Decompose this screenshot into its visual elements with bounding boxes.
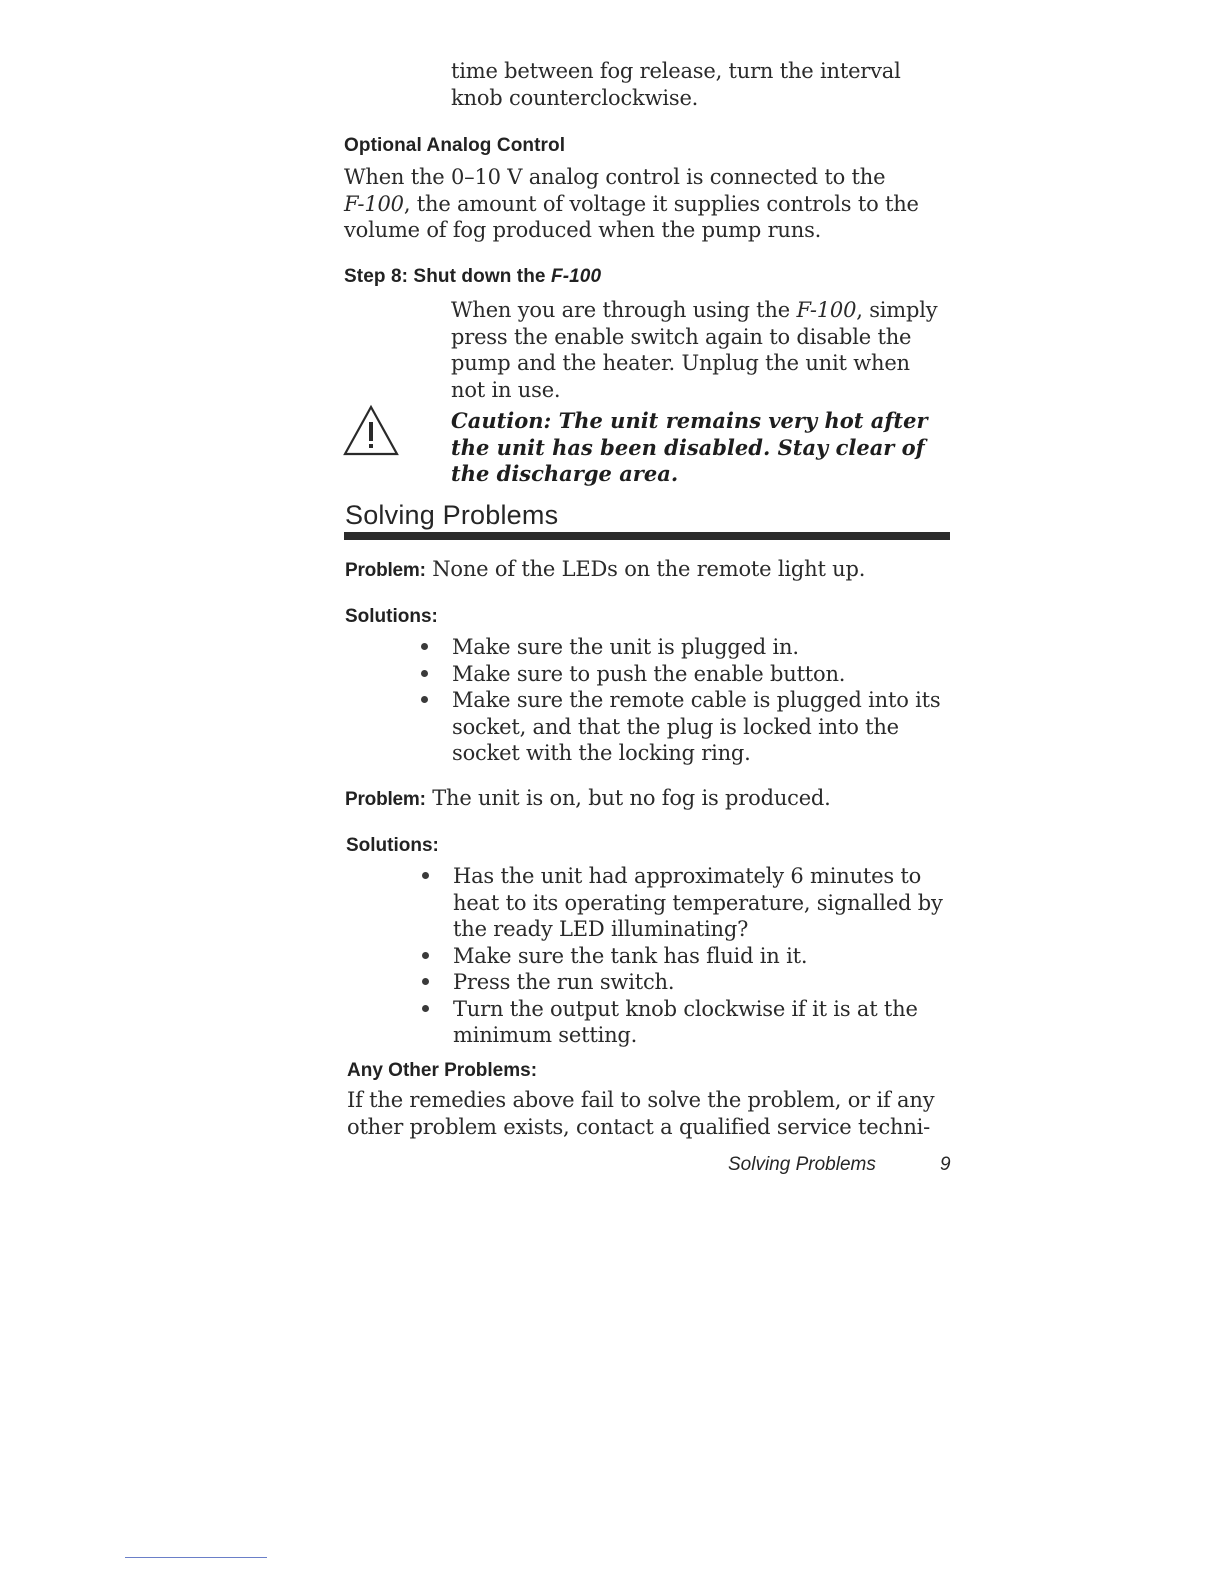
bullet-icon	[421, 643, 428, 650]
other-line-2: other problem exists, contact a qualified service techni-	[347, 1114, 931, 1139]
other-problems-heading: Any Other Problems:	[347, 1060, 538, 1081]
bullet-icon	[422, 952, 429, 959]
problem-text: The unit is on, but no fog is produced.	[425, 786, 831, 810]
solutions-heading: Solutions:	[345, 606, 438, 627]
intro-line-2: knob counterclockwise.	[451, 85, 699, 110]
list-item-text: Make sure the remote cable is plugged into its socket, and that the plug is locked into the socket with the locking ring.	[452, 688, 941, 765]
step8-heading	[344, 266, 601, 288]
step8-line-4: not in use.	[451, 377, 561, 402]
scan-mark	[125, 1557, 267, 1558]
list-item	[452, 687, 942, 767]
caution-note	[451, 408, 951, 488]
problem-label: Problem:	[345, 789, 426, 810]
list-item	[452, 634, 942, 661]
list-item-text: Has the unit had approximately 6 minutes to heat to its operating temperature, signalled by the ready LED illuminating?	[453, 864, 943, 941]
other-line-1: If the remedies above fail to solve the problem, or if any	[347, 1088, 935, 1112]
step8-heading-text: Step 8: Shut down the	[344, 266, 551, 287]
list-item-text: Make sure the tank has fluid in it.	[453, 943, 808, 968]
step8-line-1-pre: When you are through using the	[451, 298, 797, 322]
bullet-icon	[421, 696, 428, 703]
step8-line-1	[451, 297, 951, 324]
analog-line-1: When the 0–10 V analog control is connected to the	[344, 165, 886, 189]
step8-line-2: press the enable switch again to disable the	[451, 324, 912, 349]
solutions-heading: Solutions:	[346, 835, 439, 856]
page-number: 9	[940, 1154, 951, 1175]
analog-line-3: volume of fog produced when the pump runs.	[344, 218, 822, 242]
caution-line-3: the discharge area.	[451, 461, 679, 486]
step8-line-3: pump and the heater. Unplug the unit when	[451, 351, 910, 375]
intro-line-1: time between fog release, turn the interval	[451, 59, 901, 83]
footer-section-name: Solving Problems	[728, 1154, 876, 1175]
section-rule	[344, 532, 950, 540]
list-item	[452, 661, 942, 688]
problem-2	[345, 785, 831, 814]
caution-line-1: Caution: The unit remains very hot after	[451, 408, 928, 433]
other-problems-paragraph	[347, 1087, 947, 1140]
analog-line-2-text: , the amount of voltage it supplies controls to the	[403, 191, 919, 216]
bullet-icon	[422, 872, 429, 879]
list-item-text: Press the run switch.	[453, 970, 675, 994]
analog-heading: Optional Analog Control	[344, 135, 566, 156]
bullet-icon	[421, 670, 428, 677]
model-name: F-100	[796, 298, 857, 322]
list-item-text: Turn the output knob clockwise if it is at the minimum setting.	[453, 996, 918, 1047]
solutions-list-2	[453, 863, 943, 1049]
warning-triangle-icon	[342, 404, 400, 458]
list-item	[453, 996, 943, 1049]
model-name: F-100	[344, 191, 404, 216]
step8-heading-model: F-100	[550, 266, 602, 287]
list-item-text: Make sure to push the enable button.	[452, 661, 846, 686]
solutions-list-1	[452, 634, 942, 767]
list-item	[453, 969, 943, 996]
section-title: Solving Problems	[345, 500, 559, 530]
bullet-icon	[422, 1005, 429, 1012]
caution-line-2: the unit has been disabled. Stay clear of	[451, 434, 925, 460]
problem-1	[345, 556, 865, 585]
analog-line-2	[344, 191, 944, 218]
bullet-icon	[422, 978, 429, 985]
list-item	[453, 863, 943, 943]
problem-text: None of the LEDs on the remote light up.	[425, 557, 866, 581]
problem-label: Problem:	[345, 560, 426, 581]
step8-line-1-post: , simply	[856, 298, 938, 322]
intro-paragraph	[451, 58, 901, 111]
list-item	[453, 943, 943, 970]
analog-paragraph	[344, 164, 944, 244]
list-item-text: Make sure the unit is plugged in.	[452, 635, 799, 659]
step8-paragraph	[451, 297, 951, 403]
